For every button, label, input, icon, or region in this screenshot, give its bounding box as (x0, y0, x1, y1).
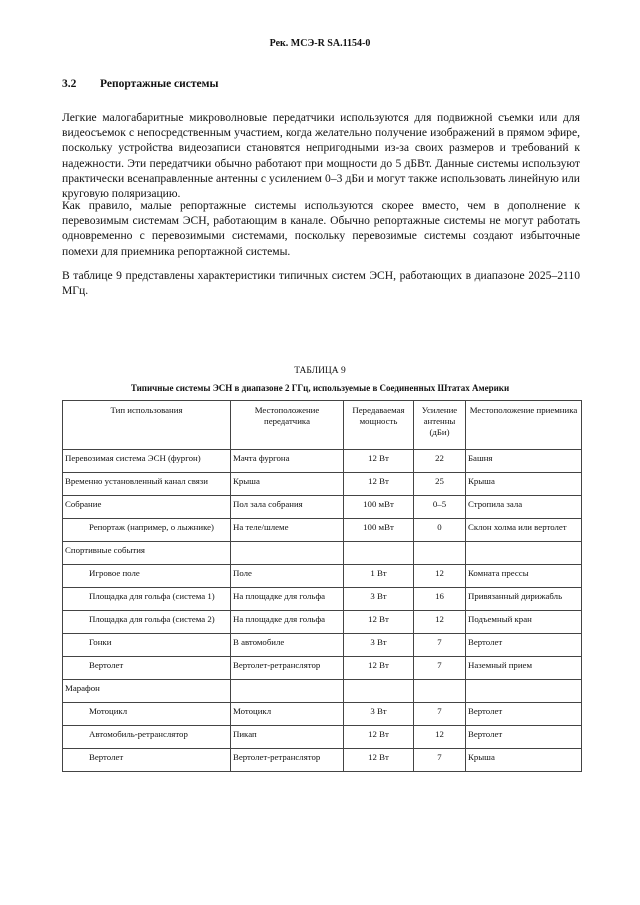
cell-power (344, 542, 414, 565)
cell-gain: 0 (414, 519, 466, 542)
cell-type: Репортаж (например, о лыжнике) (63, 519, 231, 542)
cell-gain (414, 680, 466, 703)
cell-tx: На теле/шлеме (231, 519, 344, 542)
cell-type: Спортивные события (63, 542, 231, 565)
cell-power: 3 Вт (344, 634, 414, 657)
cell-rx: Вертолет (466, 634, 582, 657)
header-rx-location: Местоположение приемника (466, 401, 582, 450)
cell-power: 12 Вт (344, 657, 414, 680)
section-title: Репортажные системы (100, 78, 219, 90)
cell-rx: Склон холма или вертолет (466, 519, 582, 542)
cell-tx (231, 680, 344, 703)
cell-power: 100 мВт (344, 519, 414, 542)
cell-power: 3 Вт (344, 703, 414, 726)
cell-tx: Мачта фургона (231, 450, 344, 473)
cell-power: 12 Вт (344, 749, 414, 772)
cell-rx: Вертолет (466, 726, 582, 749)
table-header-row (63, 401, 582, 450)
cell-rx: Стропила зала (466, 496, 582, 519)
cell-gain: 0–5 (414, 496, 466, 519)
cell-tx: На площадке для гольфа (231, 611, 344, 634)
cell-power: 100 мВт (344, 496, 414, 519)
cell-tx: Пикап (231, 726, 344, 749)
cell-type: Игровое поле (63, 565, 231, 588)
cell-tx (231, 542, 344, 565)
table-row (63, 519, 582, 542)
cell-type: Марафон (63, 680, 231, 703)
cell-gain: 25 (414, 473, 466, 496)
section-heading (62, 78, 218, 90)
table-title: Типичные системы ЭСН в диапазоне 2 ГГц, используемые в Соединенных Штатах Америки (130, 383, 510, 393)
header-antenna-gain: Усиление антенны (дБи) (414, 401, 466, 450)
cell-type: Вертолет (63, 749, 231, 772)
table-row (63, 565, 582, 588)
cell-gain (414, 542, 466, 565)
table-row (63, 450, 582, 473)
cell-power: 12 Вт (344, 726, 414, 749)
cell-rx: Привязанный дирижабль (466, 588, 582, 611)
cell-tx: В автомобиле (231, 634, 344, 657)
systems-table (62, 400, 582, 772)
cell-type: Гонки (63, 634, 231, 657)
cell-power: 12 Вт (344, 611, 414, 634)
table-row (63, 749, 582, 772)
cell-type: Площадка для гольфа (система 1) (63, 588, 231, 611)
cell-type: Мотоцикл (63, 703, 231, 726)
table-row (63, 473, 582, 496)
cell-gain: 12 (414, 726, 466, 749)
cell-power: 3 Вт (344, 588, 414, 611)
cell-tx: Вертолет-ретранслятор (231, 749, 344, 772)
cell-type: Вертолет (63, 657, 231, 680)
paragraph-1: Легкие малогабаритные микроволновые передатчики используются для подвижной съемки или для видеосъемок с непосредственным участием, когда желательно получение изображений в прямом эфире, поскольку устройства видеозаписи становятся непригодными из-за своих размеров и требований к надежности. Эти передатчики обычно работают при мощности до 5 дБВт. Данные системы используют практически всенаправленные антенны с усилением 0–3 дБи и могут также использовать линейную или круговую поляризацию. (62, 111, 580, 201)
cell-gain: 7 (414, 634, 466, 657)
cell-tx: Крыша (231, 473, 344, 496)
table-row (63, 726, 582, 749)
cell-power: 1 Вт (344, 565, 414, 588)
header-tx-location: Местоположение передатчика (231, 401, 344, 450)
cell-gain: 12 (414, 565, 466, 588)
cell-tx: На площадке для гольфа (231, 588, 344, 611)
cell-gain: 12 (414, 611, 466, 634)
cell-type: Площадка для гольфа (система 2) (63, 611, 231, 634)
cell-type: Временно установленный канал связи (63, 473, 231, 496)
table-row (63, 703, 582, 726)
cell-tx: Вертолет-ретранслятор (231, 657, 344, 680)
cell-power: 12 Вт (344, 450, 414, 473)
table-row (63, 657, 582, 680)
cell-power (344, 680, 414, 703)
cell-rx: Наземный прием (466, 657, 582, 680)
cell-type: Автомобиль-ретранслятор (63, 726, 231, 749)
header-usage-type: Тип использования (63, 401, 231, 450)
table-row (63, 542, 582, 565)
cell-rx: Вертолет (466, 703, 582, 726)
cell-gain: 7 (414, 657, 466, 680)
table-caption: ТАБЛИЦА 9 (294, 366, 346, 376)
cell-gain: 22 (414, 450, 466, 473)
section-number: 3.2 (62, 78, 77, 90)
table-row (63, 680, 582, 703)
cell-rx: Комната прессы (466, 565, 582, 588)
cell-power: 12 Вт (344, 473, 414, 496)
table-row (63, 634, 582, 657)
cell-rx: Подъемный кран (466, 611, 582, 634)
cell-rx: Крыша (466, 473, 582, 496)
table-row (63, 588, 582, 611)
cell-rx (466, 542, 582, 565)
cell-tx: Мотоцикл (231, 703, 344, 726)
cell-tx: Пол зала собрания (231, 496, 344, 519)
cell-gain: 7 (414, 749, 466, 772)
cell-rx: Башня (466, 450, 582, 473)
cell-rx: Крыша (466, 749, 582, 772)
cell-type: Собрание (63, 496, 231, 519)
cell-gain: 7 (414, 703, 466, 726)
page-header: Рек. МСЭ-R SA.1154-0 (269, 38, 371, 49)
cell-type: Перевозимая система ЭСН (фургон) (63, 450, 231, 473)
paragraph-2: Как правило, малые репортажные системы используются скорее вместо, чем в дополнение к перевозимым системам ЭСН, работающим в канале. Обычно репортажные системы не могут работать одновременно с перевозимыми системами, поскольку перевозимые системы создают избыточные помехи для приемника репортажной системы. (62, 199, 580, 258)
paragraph-3: В таблице 9 представлены характеристики типичных систем ЭСН, работающих в диапазоне 2025–2110 МГц. (62, 269, 580, 298)
table-row (63, 496, 582, 519)
cell-rx (466, 680, 582, 703)
cell-tx: Поле (231, 565, 344, 588)
header-tx-power: Передаваемая мощность (344, 401, 414, 450)
cell-gain: 16 (414, 588, 466, 611)
table-row (63, 611, 582, 634)
